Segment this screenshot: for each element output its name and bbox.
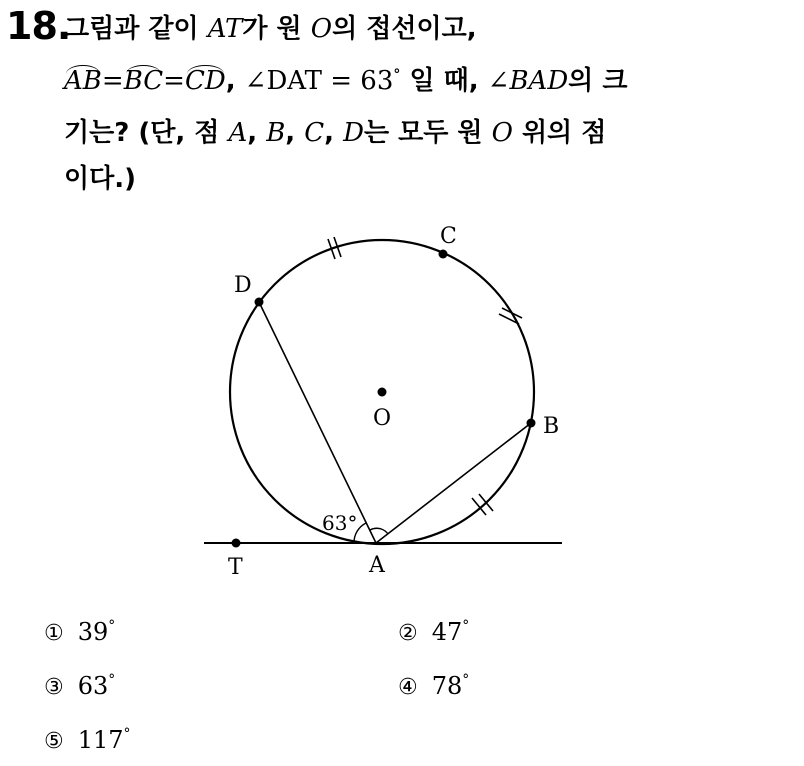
label-B: B xyxy=(543,414,560,439)
comma: , xyxy=(247,118,267,148)
point-O xyxy=(378,388,387,397)
choice-mark: ⑤ xyxy=(44,729,64,754)
math-AT: AT xyxy=(207,14,243,44)
chord-AD xyxy=(259,302,376,543)
choice-value: 47 xyxy=(431,618,463,646)
arc-BC: BC xyxy=(123,66,164,96)
math-C: C xyxy=(304,118,325,148)
choice-1[interactable] xyxy=(44,618,115,646)
label-T: T xyxy=(228,555,243,580)
degree: ° xyxy=(462,672,470,688)
point-T xyxy=(232,539,241,548)
choice-2[interactable] xyxy=(398,618,469,646)
choice-5[interactable] xyxy=(44,726,131,754)
point-B xyxy=(527,419,536,428)
math-B: B xyxy=(266,118,286,148)
math-O: O xyxy=(310,14,333,44)
arc-AB: AB xyxy=(64,66,102,96)
text: 는 모두 원 xyxy=(363,118,492,148)
math-D: D xyxy=(343,118,364,148)
text: 가 원 xyxy=(242,14,311,44)
degree: ° xyxy=(108,672,116,688)
question-number: 18. xyxy=(6,4,71,48)
text: 의 크 xyxy=(568,66,628,96)
comma: , xyxy=(324,118,344,148)
arc-CD: CD xyxy=(184,66,226,96)
comma: , xyxy=(225,66,245,96)
label-A: A xyxy=(369,553,385,578)
label-angle-63: 63° xyxy=(322,511,358,535)
choice-value: 63 xyxy=(77,672,109,700)
label-C: C xyxy=(440,224,457,249)
text: 일 때, xyxy=(400,66,488,96)
choice-mark: ② xyxy=(398,621,418,646)
choice-value: 78 xyxy=(431,672,463,700)
point-C xyxy=(439,250,448,259)
text: 기는? (단, 점 xyxy=(64,118,229,148)
text: 의 접선이고, xyxy=(332,14,477,44)
degree: ° xyxy=(108,618,116,634)
degree: ° xyxy=(462,618,470,634)
choice-value: 117 xyxy=(77,726,124,754)
math-A: A xyxy=(228,118,248,148)
question-line-4: 이다.) xyxy=(64,164,136,194)
text: 위의 점 xyxy=(512,118,607,148)
equals: = xyxy=(101,66,124,96)
equals: = xyxy=(163,66,185,96)
degree: ° xyxy=(393,67,401,83)
choice-mark: ④ xyxy=(398,675,418,700)
choice-value: 39 xyxy=(77,618,109,646)
text: 그림과 같이 xyxy=(64,14,208,44)
angle-DAT: ∠DAT = 63 xyxy=(244,66,394,96)
comma: , xyxy=(285,118,305,148)
angle-arc-BAD xyxy=(370,528,388,534)
angle-BAD: ∠BAD xyxy=(487,66,569,96)
choice-3[interactable] xyxy=(44,672,115,700)
point-D xyxy=(255,298,264,307)
label-O: O xyxy=(373,406,392,431)
degree: ° xyxy=(123,726,131,742)
label-D: D xyxy=(234,273,252,298)
choice-mark: ③ xyxy=(44,675,64,700)
choice-4[interactable] xyxy=(398,672,469,700)
choice-mark: ① xyxy=(44,621,64,646)
math-O: O xyxy=(491,118,513,148)
